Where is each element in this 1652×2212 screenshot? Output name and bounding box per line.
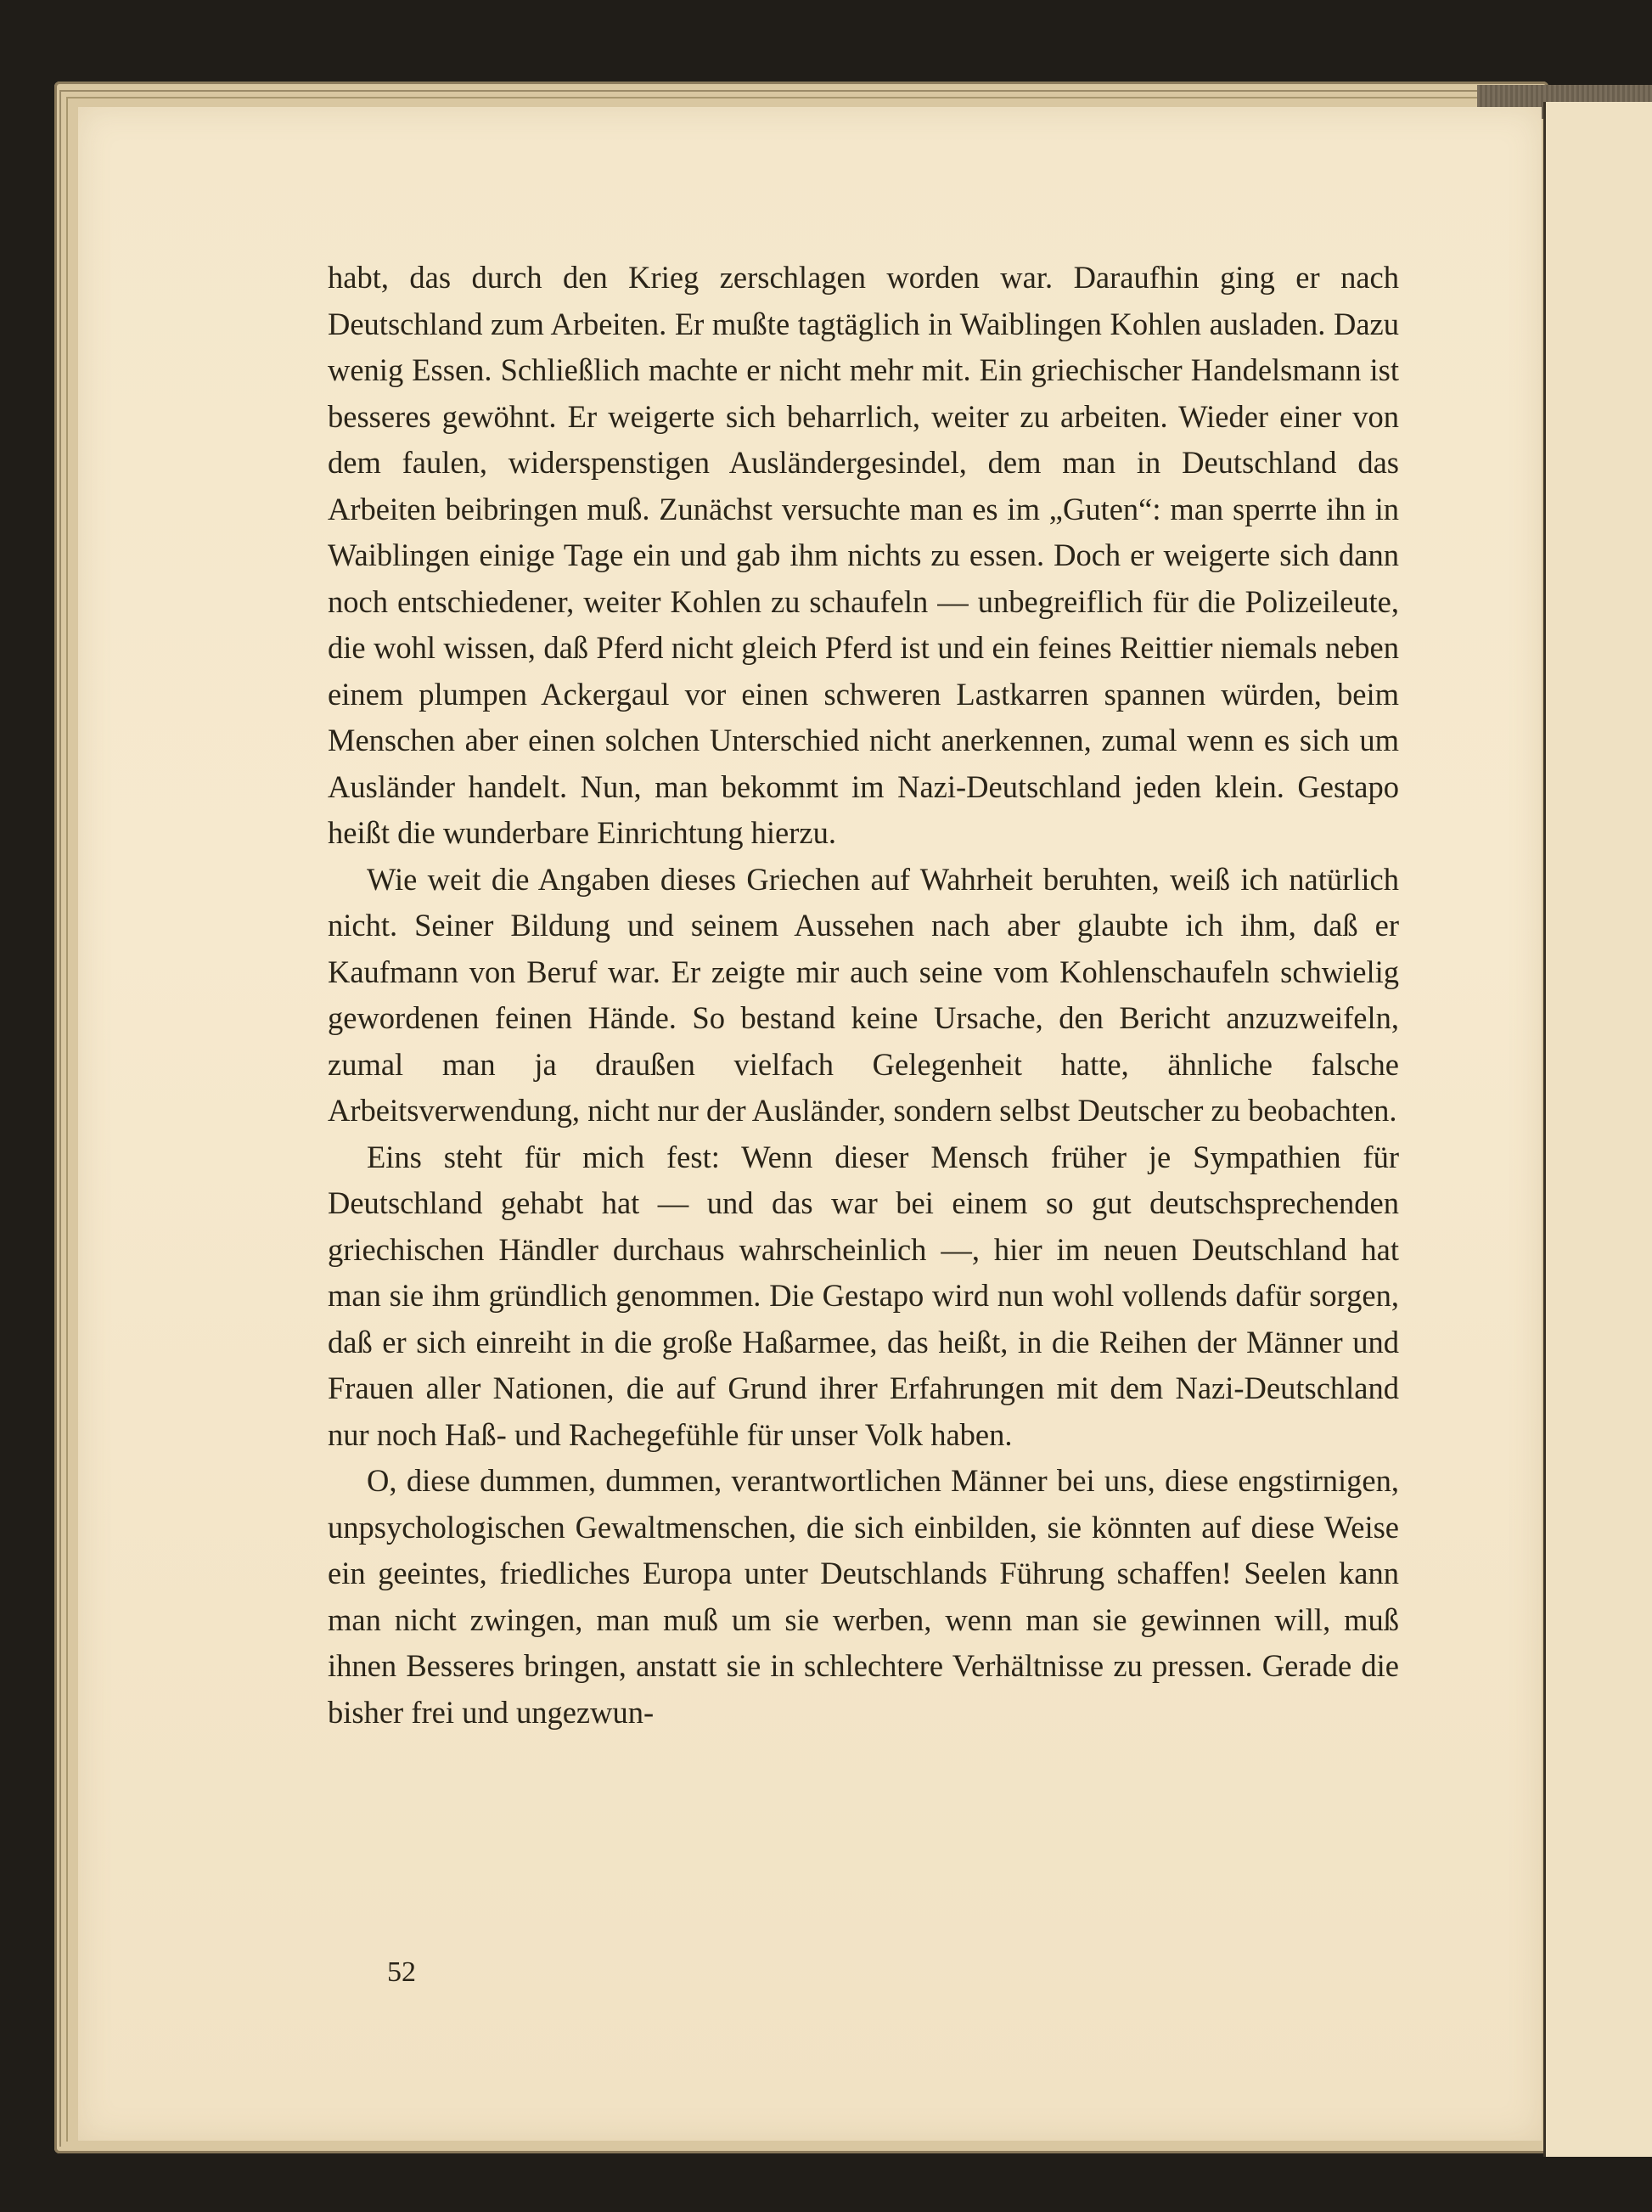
body-text [328,255,1399,1736]
paragraph-2: Wie weit die Angaben dieses Griechen auf Wahrheit beruhten, weiß ich natürlich nicht. Seiner Bildung und seinem Aussehen nach aber glaubte ich ihm, daß er Kaufmann von Beruf war. Er zeigte mir auch seine vom Kohlenschaufeln schwielig gewordenen feinen Hände. So bestand keine Ursache, den Bericht anzuzweifeln, zumal man ja draußen vielfach Gelegenheit hatte, ähnliche falsche Arbeitsverwendung, nicht nur der Ausländer, sondern selbst Deutscher zu beobachten. [328,861,1399,1128]
paragraph-4: O, diese dummen, dummen, verantwortlichen Männer bei uns, diese engstirnigen, unpsychologischen Gewaltmenschen, die sich einbilden, sie könnten auf diese Weise ein geeintes, friedliches Europa unter Deutschlands Führung schaffen! Seelen kann man nicht zwingen, man muß um sie werben, wenn man sie gewinnen will, muß ihnen Besseres bringen, anstatt sie in schlechtere Verhältnisse zu pressen. Gerade die bisher frei und ungezwun- [328,1463,1399,1730]
paragraph-1: habt, das durch den Krieg zerschlagen worden war. Daraufhin ging er nach Deutschland zum Arbeiten. Er mußte tagtäglich in Waiblingen Kohlen ausladen. Dazu wenig Essen. Schließlich machte er nicht mehr mit. Ein griechischer Handelsmann ist besseres gewöhnt. Er weigerte sich beharrlich, weiter zu arbeiten. Wieder einer von dem faulen, widerspenstigen Ausländergesindel, dem man in Deutschland das Arbeiten beibringen muß. Zunächst versuchte man es im „Guten“: man sperrte ihn in Waiblingen einige Tage ein und gab ihm nichts zu essen. Doch er weigerte sich dann noch entschiedener, weiter Kohlen zu schaufeln — unbegreiflich für die Polizeileute, die wohl wissen, daß Pferd nicht gleich Pferd ist und ein feines Reittier niemals neben einem plumpen Ackergaul vor einen schweren Lastkarren spannen würden, beim Menschen aber einen solchen Unterschied nicht anerkennen, zumal wenn es sich um Ausländer handelt. Nun, man bekommt im Nazi-Deutschland jeden klein. Gestapo heißt die wunderbare Einrichtung hierzu. [328,260,1399,850]
facing-page-edge [1543,102,1652,2157]
page-number: 52 [387,1956,416,1988]
paragraph-3: Eins steht für mich fest: Wenn dieser Mensch früher je Sympathien für Deutschland gehabt hat — und das war bei einem so gut deutschsprechenden griechischen Händler durchaus wahrscheinlich —, hier im neuen Deutschland hat man sie ihm gründlich genommen. Die Gestapo wird nun wohl vollends dafür sorgen, daß er sich einreiht in die große Haßarmee, das heißt, in die Reihen der Männer und Frauen aller Nationen, die auf Grund ihrer Erfahrungen mit dem Nazi-Deutschland nur noch Haß- und Rachegefühle für unser Volk haben. [328,1139,1399,1452]
